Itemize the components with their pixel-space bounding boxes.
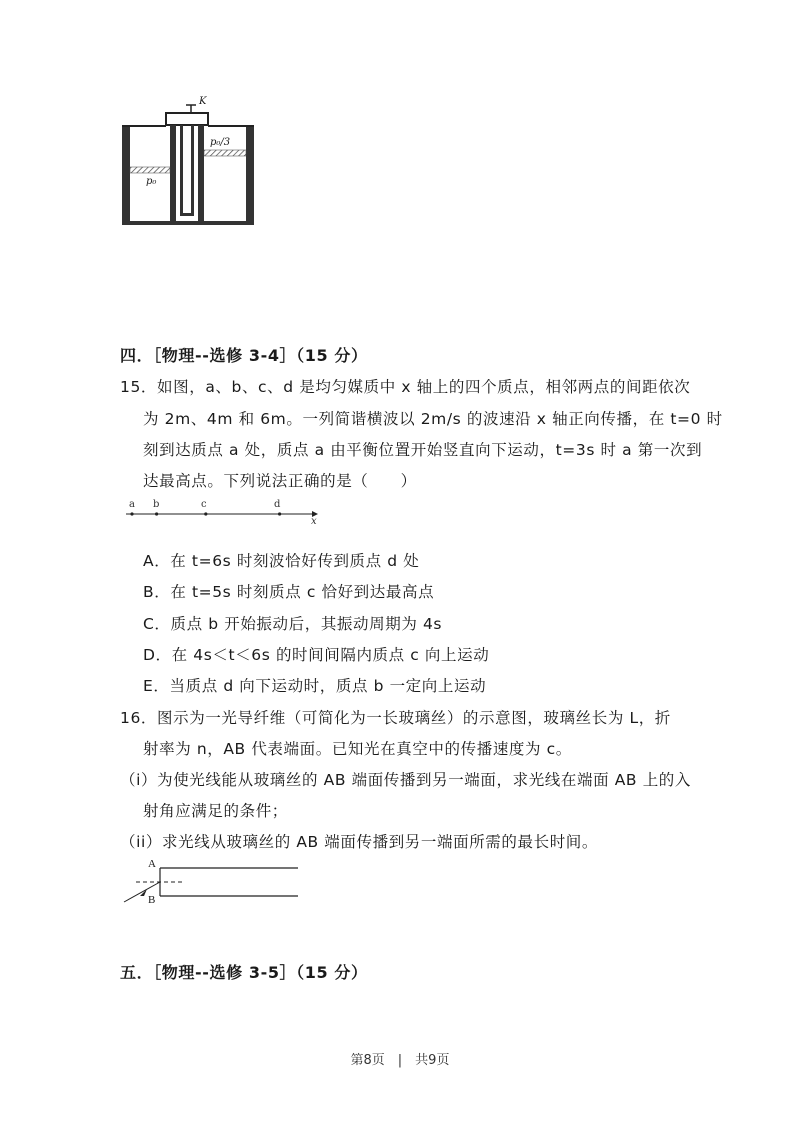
q15-option-d: D．在 4s＜t＜6s 的时间间隔内质点 c 向上运动 <box>143 646 490 664</box>
point-marker-b <box>155 512 158 515</box>
q15-line-1: 15．如图，a、b、c、d 是均匀媒质中 x 轴上的四个质点，相邻两点的间距依次 <box>120 378 691 396</box>
label-k: K <box>199 96 207 107</box>
u-tube-inner-left <box>180 125 183 215</box>
page-footer: 第8页 | 共9页 <box>350 1053 450 1068</box>
label-p0: p₀ <box>146 176 157 187</box>
q16-line-4: 射角应满足的条件； <box>143 802 288 820</box>
axis-label-x: x <box>311 516 317 527</box>
figure-gas-container <box>118 95 258 230</box>
q15-option-a: A．在 t=6s 时刻波恰好传到质点 d 处 <box>143 552 420 570</box>
optical-fiber-diagram <box>118 858 308 910</box>
q15-line-3: 刻到达质点 a 处，质点 a 由平衡位置开始竖直向下运动，t=3s 时 a 第一次到 <box>143 441 703 459</box>
top-pipe <box>166 113 208 125</box>
q16-line-5: （ii）求光线从玻璃丝的 AB 端面传播到另一端面所需的最长时间。 <box>120 833 599 851</box>
label-a: A <box>148 858 156 870</box>
u-tube-outer-left <box>170 125 176 221</box>
x-axis-figure <box>124 498 324 528</box>
gas-container-diagram <box>118 95 258 230</box>
u-tube-bottom <box>180 213 194 216</box>
section-heading-5: 五．［物理--选修 3-5］（15 分） <box>120 963 368 982</box>
point-marker-c <box>204 512 207 515</box>
optical-fiber-figure <box>118 858 308 910</box>
q16-line-2: 射率为 n，AB 代表端面。已知光在真空中的传播速度为 c。 <box>143 740 572 758</box>
point-label-c: c <box>201 499 207 510</box>
q15-option-e: E．当质点 d 向下运动时，质点 b 一定向上运动 <box>143 677 487 695</box>
point-label-b: b <box>153 499 160 510</box>
bottom-wall <box>122 221 254 225</box>
label-b: B <box>148 894 156 906</box>
label-p0-over-3: p₀/3 <box>210 137 231 148</box>
q15-option-c: C．质点 b 开始振动后，其振动周期为 4s <box>143 615 443 633</box>
section-heading-4: 四．［物理--选修 3-4］（15 分） <box>120 346 368 365</box>
left-piston <box>130 167 170 173</box>
q15-line-4: 达最高点。下列说法正确的是（ ） <box>143 472 417 490</box>
point-label-d: d <box>274 499 281 510</box>
point-marker-a <box>130 512 133 515</box>
q16-line-3: （i）为使光线能从玻璃丝的 AB 端面传播到另一端面，求光线在端面 AB 上的入 <box>120 771 691 789</box>
u-tube-outer-right <box>198 125 204 221</box>
point-marker-d <box>278 512 281 515</box>
q15-line-2: 为 2m、4m 和 6m。一列简谐横波以 2m/s 的波速沿 x 轴正向传播，在 t=0 时 <box>143 410 723 428</box>
point-label-a: a <box>129 499 135 510</box>
left-wall <box>122 125 130 225</box>
right-piston <box>204 150 246 156</box>
q16-line-1: 16．图示为一光导纤维（可简化为一长玻璃丝）的示意图，玻璃丝长为 L，折 <box>120 709 671 727</box>
q15-option-b: B．在 t=5s 时刻质点 c 恰好到达最高点 <box>143 583 435 601</box>
right-wall <box>246 125 254 225</box>
u-tube-inner-right <box>191 125 194 215</box>
